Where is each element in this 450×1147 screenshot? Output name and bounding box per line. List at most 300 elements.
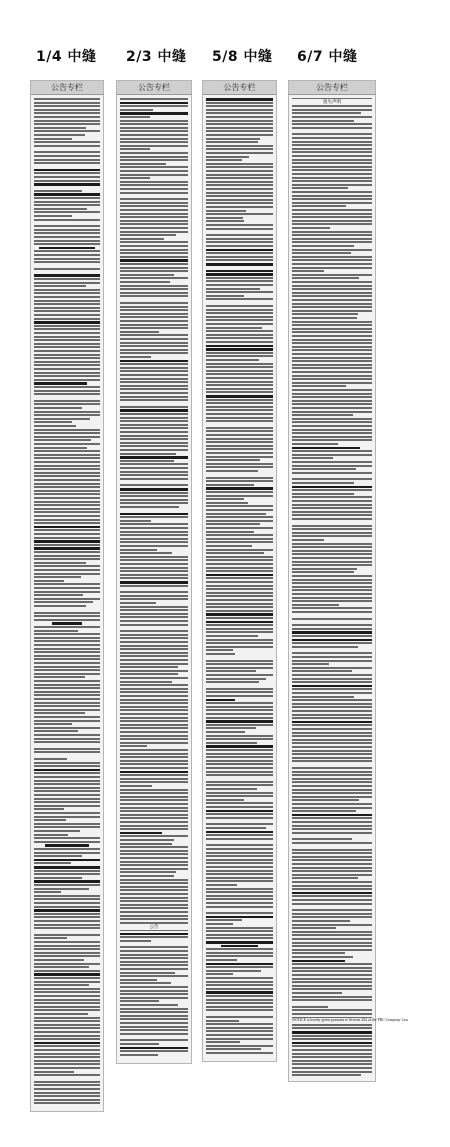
text-line <box>34 790 100 792</box>
text-line <box>120 684 188 686</box>
text-line <box>120 637 188 639</box>
text-line <box>120 370 188 372</box>
text-line <box>292 553 372 555</box>
text-line <box>120 727 188 729</box>
text-line <box>292 223 372 225</box>
text-line <box>292 191 372 193</box>
text-line <box>292 324 372 326</box>
text-line <box>34 1020 100 1022</box>
text-line <box>292 468 356 470</box>
text-line <box>206 116 273 118</box>
text-line <box>34 240 100 242</box>
text-line <box>120 695 188 697</box>
text-line <box>292 375 372 377</box>
text-line <box>34 991 100 993</box>
text-line <box>120 893 188 895</box>
text-line <box>120 814 188 816</box>
text-line <box>34 208 87 210</box>
text-line <box>34 794 100 796</box>
text-line <box>34 676 85 678</box>
text-line <box>206 898 273 900</box>
text-line <box>120 552 172 554</box>
text-line <box>292 963 372 965</box>
column-header-3: 公告专栏 <box>203 81 276 95</box>
text-line <box>292 624 372 626</box>
text-line <box>206 906 273 908</box>
text-line <box>292 514 372 516</box>
text-line <box>120 349 188 351</box>
text-line <box>34 172 100 174</box>
text-line <box>206 105 273 107</box>
text-line <box>206 270 273 273</box>
text-line <box>292 631 372 634</box>
text-line <box>292 535 372 537</box>
text-line <box>34 841 100 843</box>
text-line <box>34 723 72 725</box>
text-line <box>34 687 100 689</box>
text-line <box>206 98 273 101</box>
text-line <box>206 123 273 125</box>
text-line <box>120 409 188 412</box>
text-line <box>120 1054 158 1056</box>
text-line <box>206 952 273 954</box>
text-line <box>120 982 171 984</box>
text-line <box>292 557 372 559</box>
text-line <box>34 439 91 441</box>
text-line <box>292 678 372 680</box>
text-line <box>206 181 273 183</box>
column-label-3: 5/8 中缝 <box>212 49 273 65</box>
text-line <box>34 425 76 427</box>
text-line <box>120 445 188 447</box>
text-line <box>206 724 273 726</box>
text-line <box>120 442 188 444</box>
text-line <box>292 1071 372 1073</box>
text-line <box>120 98 188 100</box>
text-line <box>120 453 176 455</box>
text-line <box>292 360 372 362</box>
text-line <box>206 817 273 819</box>
text-line <box>206 102 273 104</box>
text-line <box>34 576 81 578</box>
text-line <box>292 306 372 308</box>
text-line <box>292 439 372 441</box>
text-line <box>292 899 372 901</box>
text-line <box>120 574 188 576</box>
text-line <box>34 544 100 546</box>
text-line <box>34 952 100 954</box>
text-line <box>206 420 273 422</box>
text-line <box>34 102 100 104</box>
text-line <box>206 134 273 136</box>
text-line <box>34 393 100 395</box>
text-line <box>206 228 273 230</box>
text-line <box>120 471 188 473</box>
text-line <box>292 120 354 122</box>
text-line <box>206 1034 273 1036</box>
text-line <box>292 159 372 161</box>
text-line <box>34 112 100 114</box>
text-line <box>34 730 78 732</box>
text-line <box>120 717 188 719</box>
text-line <box>206 1027 273 1029</box>
text-line <box>206 631 273 633</box>
text-line <box>206 459 260 461</box>
text-line <box>120 825 188 827</box>
text-line <box>206 538 273 540</box>
text-line <box>120 516 188 518</box>
text-line <box>120 385 188 387</box>
text-line <box>292 109 372 111</box>
text-line <box>206 695 273 697</box>
text-line <box>34 898 100 900</box>
text-line <box>120 556 188 558</box>
text-line <box>292 956 353 958</box>
text-line <box>292 999 372 1001</box>
text-line <box>120 882 188 884</box>
text-line <box>292 639 372 642</box>
text-line <box>34 619 100 621</box>
text-line <box>120 1047 188 1050</box>
text-line <box>292 589 372 591</box>
text-line <box>120 181 188 183</box>
text-line <box>34 626 100 628</box>
text-line <box>206 674 273 676</box>
text-line <box>206 827 266 829</box>
text-line <box>292 187 348 189</box>
text-line <box>34 1095 100 1097</box>
text-line <box>206 1016 273 1018</box>
text-line <box>34 368 100 370</box>
text-line <box>292 913 372 915</box>
text-line <box>34 727 100 729</box>
text-line <box>206 249 273 252</box>
text-line <box>120 749 188 751</box>
text-line <box>292 874 372 876</box>
text-line <box>292 378 372 380</box>
text-line <box>206 1023 273 1025</box>
text-line <box>206 130 273 132</box>
text-line <box>120 616 188 618</box>
text-line <box>206 466 273 468</box>
text-line <box>34 1056 100 1058</box>
text-line <box>292 511 372 513</box>
text-line <box>292 810 356 812</box>
text-line <box>206 1045 273 1047</box>
text-line <box>120 413 188 415</box>
text-line <box>206 970 261 972</box>
text-line <box>206 391 273 393</box>
text-line <box>206 470 258 472</box>
text-line <box>120 972 175 974</box>
text-line <box>206 595 273 597</box>
text-line <box>206 184 273 186</box>
text-line <box>34 1084 100 1086</box>
text-line <box>34 924 100 926</box>
text-line <box>34 583 100 585</box>
text-line <box>120 484 188 486</box>
text-line <box>34 268 100 270</box>
text-line <box>34 120 100 122</box>
text-line <box>206 742 257 744</box>
text-line <box>34 250 100 252</box>
text-line <box>34 454 100 456</box>
text-line <box>120 864 188 866</box>
text-line <box>34 666 100 668</box>
text-line <box>120 130 188 132</box>
text-line <box>206 895 273 897</box>
text-line <box>206 256 273 258</box>
text-line <box>120 846 188 848</box>
text-line <box>34 127 86 129</box>
text-line <box>120 223 188 225</box>
text-line <box>206 1020 239 1022</box>
text-line <box>292 177 372 179</box>
text-line <box>206 702 273 704</box>
text-line <box>292 924 372 926</box>
text-line <box>120 192 188 194</box>
text-line <box>120 609 188 611</box>
text-line <box>206 838 273 840</box>
text-line <box>34 289 100 291</box>
text-line <box>206 760 273 762</box>
text-line <box>206 363 273 365</box>
text-line <box>120 174 188 176</box>
text-line <box>292 1053 372 1055</box>
text-line <box>206 298 273 300</box>
text-line <box>120 634 188 636</box>
text-line <box>34 296 100 298</box>
text-line <box>120 256 188 258</box>
text-line <box>206 170 273 172</box>
text-line <box>34 941 100 943</box>
text-line <box>34 555 100 557</box>
text-line <box>120 288 188 290</box>
text-line <box>292 313 358 315</box>
text-line <box>34 421 72 423</box>
text-line <box>34 906 100 908</box>
text-line <box>206 388 273 390</box>
text-line <box>34 913 100 915</box>
text-line <box>34 490 100 492</box>
text-line <box>34 984 89 986</box>
text-line <box>292 828 372 830</box>
text-line <box>292 838 352 840</box>
text-line <box>120 598 188 600</box>
text-line <box>292 234 372 236</box>
text-line <box>120 652 188 654</box>
text-line <box>292 539 324 541</box>
text-line <box>292 357 372 359</box>
text-line <box>120 427 188 429</box>
text-line <box>292 403 372 405</box>
text-line <box>34 808 64 810</box>
text-line <box>120 145 188 147</box>
text-line <box>206 717 273 719</box>
text-line <box>292 436 372 438</box>
column-body-2 <box>120 98 188 1060</box>
text-line <box>292 532 372 534</box>
column-header-2: 公告专栏 <box>117 81 191 95</box>
text-line <box>34 651 100 653</box>
text-line <box>206 141 258 143</box>
text-line <box>34 702 100 704</box>
column-label-1: 1/4 中缝 <box>36 49 97 65</box>
text-line <box>206 784 273 786</box>
text-line <box>120 417 188 419</box>
text-line <box>120 900 188 902</box>
text-line <box>34 934 100 936</box>
text-line <box>206 799 244 801</box>
text-line <box>206 916 273 919</box>
text-line <box>206 691 273 693</box>
text-line <box>292 1049 372 1051</box>
text-line <box>206 341 273 343</box>
text-line <box>292 198 372 200</box>
text-line <box>206 855 273 857</box>
text-line <box>34 709 100 711</box>
text-line <box>34 1099 100 1101</box>
text-line <box>120 127 188 129</box>
text-line <box>34 1027 100 1029</box>
text-line <box>120 541 188 543</box>
text-line <box>120 184 188 186</box>
text-line <box>292 842 372 844</box>
text-line <box>206 581 273 583</box>
text-line <box>292 611 372 613</box>
text-line <box>292 920 350 922</box>
text-line <box>292 209 372 211</box>
text-line <box>34 386 100 388</box>
text-line <box>292 285 372 287</box>
text-line <box>206 574 273 577</box>
text-line <box>34 292 100 294</box>
text-line <box>206 806 273 808</box>
text-line <box>34 105 100 107</box>
text-line <box>206 559 273 561</box>
text-line <box>120 120 188 122</box>
text-line <box>206 984 273 986</box>
text-line <box>206 509 273 511</box>
text-line <box>34 870 100 872</box>
notice-column-2 <box>116 80 192 1064</box>
text-line <box>34 504 100 506</box>
text-line <box>206 195 273 197</box>
text-line <box>34 751 100 753</box>
text-line <box>120 875 174 877</box>
text-line <box>39 247 94 250</box>
text-line <box>292 155 372 157</box>
text-line <box>292 582 372 584</box>
text-line <box>206 427 273 429</box>
text-line <box>206 177 273 179</box>
text-line <box>34 720 100 722</box>
text-line <box>206 577 273 579</box>
text-line <box>34 866 100 869</box>
text-line <box>34 180 100 182</box>
text-line <box>292 277 359 279</box>
text-line <box>292 367 372 369</box>
text-line <box>206 430 273 432</box>
text-line <box>206 220 244 222</box>
text-line <box>292 832 372 834</box>
text-line <box>206 642 273 644</box>
text-line <box>206 355 273 357</box>
text-line <box>292 1024 372 1026</box>
text-line <box>120 796 188 798</box>
text-line <box>206 667 273 669</box>
text-line <box>34 738 100 740</box>
text-line <box>34 190 82 192</box>
text-line <box>206 912 273 914</box>
text-line <box>206 452 273 454</box>
text-line <box>120 778 188 780</box>
text-line <box>120 879 188 881</box>
text-line <box>206 639 273 641</box>
text-line <box>34 429 100 431</box>
text-line <box>34 826 100 828</box>
text-line <box>292 703 372 705</box>
text-line <box>206 1009 273 1011</box>
text-line <box>120 392 188 394</box>
text-line <box>292 245 354 247</box>
text-line <box>120 792 188 794</box>
text-line <box>292 796 372 798</box>
text-line <box>120 735 188 737</box>
text-line <box>120 381 188 383</box>
text-line <box>292 681 372 683</box>
text-line <box>206 491 273 493</box>
text-line <box>34 995 100 997</box>
text-line <box>34 325 100 327</box>
text-line <box>120 338 188 340</box>
text-line <box>206 502 248 504</box>
text-line <box>206 955 273 957</box>
text-line <box>206 438 273 440</box>
text-line <box>34 436 100 438</box>
text-line <box>206 541 273 543</box>
text-line <box>292 721 372 724</box>
text-line <box>206 663 273 665</box>
text-line <box>120 285 188 287</box>
text-line <box>292 1013 372 1015</box>
text-line <box>292 952 345 954</box>
text-line <box>120 843 172 845</box>
text-line <box>34 151 100 153</box>
text-line <box>34 591 100 593</box>
text-line <box>120 277 188 279</box>
text-line <box>120 581 188 584</box>
text-line <box>206 527 273 529</box>
text-line <box>34 350 100 352</box>
text-line <box>206 999 273 1001</box>
text-line <box>292 342 372 344</box>
text-line <box>120 163 166 165</box>
text-line <box>292 885 372 887</box>
text-line <box>206 792 273 794</box>
announce-heading: 公告 <box>120 924 188 930</box>
text-line <box>120 148 150 150</box>
text-line <box>34 411 100 413</box>
text-line <box>34 734 100 736</box>
text-line <box>34 372 100 374</box>
text-line <box>206 373 273 375</box>
text-line <box>206 327 262 329</box>
text-line <box>292 317 357 319</box>
text-line <box>206 217 243 219</box>
text-line <box>206 434 273 436</box>
text-line <box>120 839 174 841</box>
